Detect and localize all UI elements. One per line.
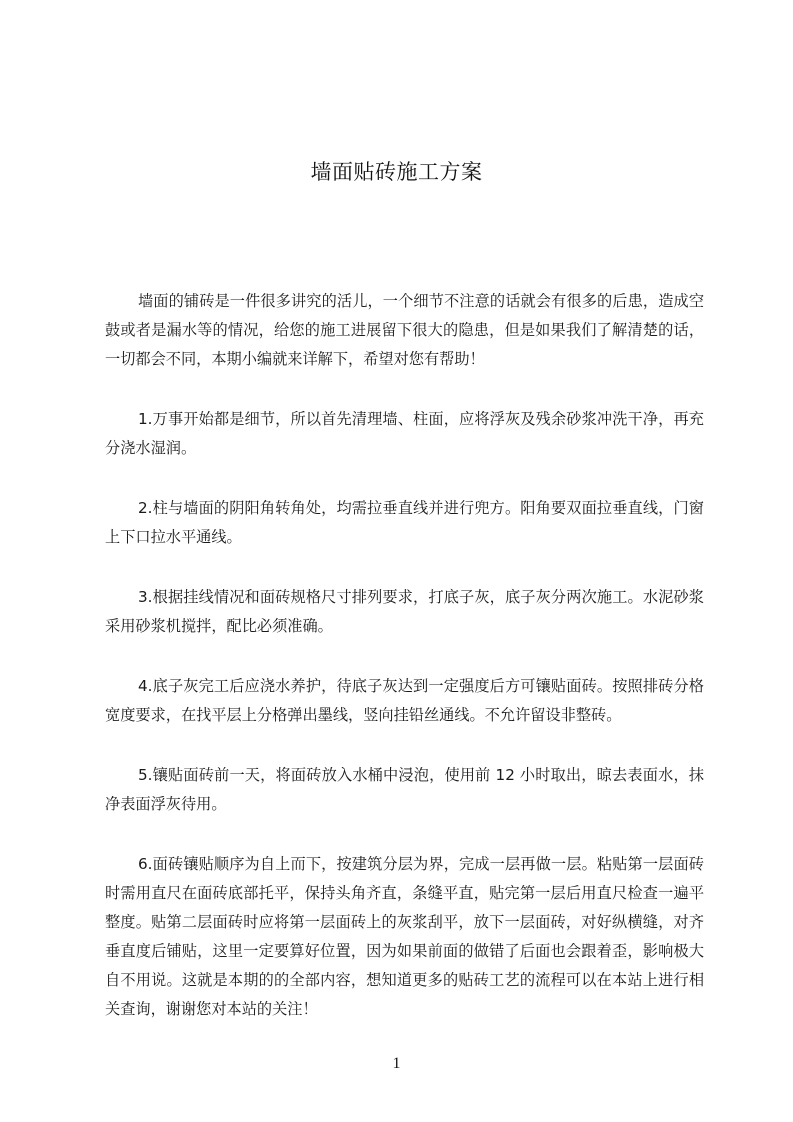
step-4-paragraph: 4.底子灰完工后应浇水养护，待底子灰达到一定强度后方可镶贴面砖。按照排砖分格宽度要求，在找平层上分格弹出墨线，竖向挂铅丝通线。不允许留设非整砖。	[105, 677, 704, 724]
step-3-paragraph: 3.根据挂线情况和面砖规格尺寸排列要求，打底子灰，底子灰分两次施工。水泥砂浆采用砂浆机搅拌，配比必须准确。	[105, 588, 704, 635]
intro-paragraph: 墙面的铺砖是一件很多讲究的活儿，一个细节不注意的话就会有很多的后患，造成空鼓或者是漏水等的情况，给您的施工进展留下很大的隐患，但是如果我们了解清楚的话，一切都会不同，本期小编就来详解下，希望对您有帮助！	[105, 292, 704, 368]
step-2-paragraph: 2.柱与墙面的阴阳角转角处，均需拉垂直线并进行兜方。阳角要双面拉垂直线，门窗上下口拉水平通线。	[105, 499, 704, 546]
step-1-paragraph: 1.万事开始都是细节，所以首先清理墙、柱面，应将浮灰及残余砂浆冲洗干净，再充分浇水湿润。	[105, 410, 704, 457]
page-number: 1	[392, 1055, 401, 1072]
page-title: 墙面贴砖施工方案	[310, 160, 483, 185]
step-6-paragraph: 6.面砖镶贴顺序为自上而下，按建筑分层为界，完成一层再做一层。粘贴第一层面砖时需用直尺在面砖底部托平，保持头角齐直，条缝平直，贴完第一层后用直尺检查一遍平整度。贴第二层面砖时应将第一层面砖上的灰浆刮平，放下一层面砖，对好纵横缝，对齐垂直度后铺贴，这里一定要算好位置，因为如果前面的做错了后面也会跟着歪，影响极大自不用说。这就是本期的的全部内容，想知道更多的贴砖工艺的流程可以在本站上进行相关查询，谢谢您对本站的关注！	[105, 855, 704, 1018]
step-5-paragraph: 5.镶贴面砖前一天，将面砖放入水桶中浸泡，使用前 12 小时取出，晾去表面水，抹净表面浮灰待用。	[105, 766, 704, 813]
document-body	[105, 287, 704, 1055]
